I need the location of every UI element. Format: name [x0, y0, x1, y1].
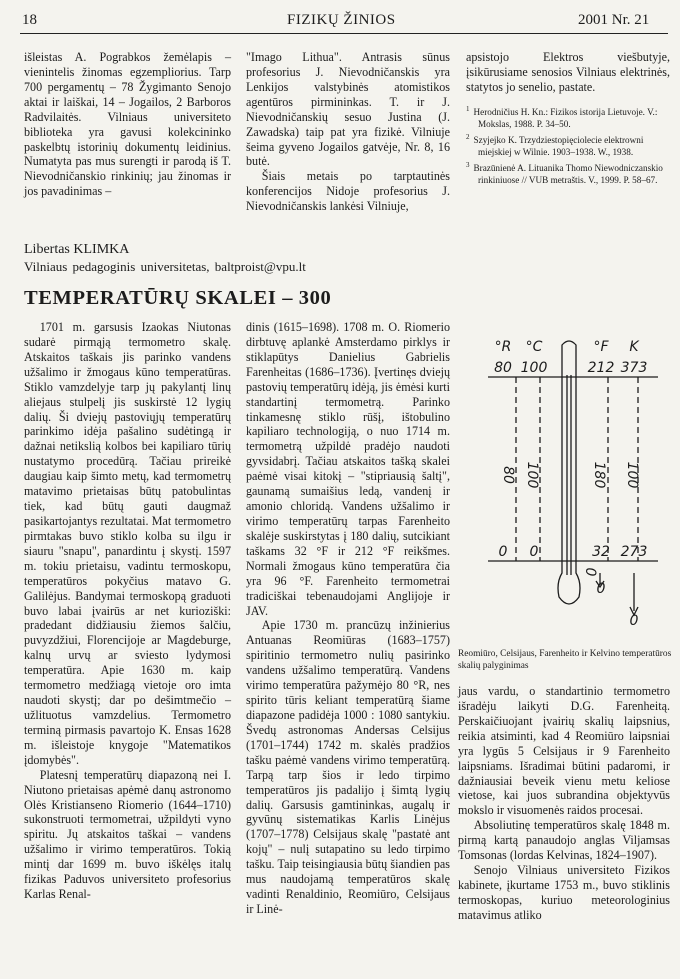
top-column-3 [466, 50, 670, 186]
footnote: $^3$ Brazūnienė A. Lituanika Thomo Niewodniczanskio rinkiniuose // VUB metraštis. V., 1999. P. 58–67. [466, 160, 663, 185]
upper-value: 212 [587, 360, 615, 376]
paragraph: Apie 1730 m. prancūzų inžinierius Antuanas Reomiūras (1683–1757) spiritinio termometro nulių pasirinko vandens užšalimo temperatūrą. Vandens virimo temperatūra pažymėjo 80 °R, nes spirito tūris keliant temperatūrą šiame diapazone padidėja 1000 : 1080 santykiu. Švedų astronomas Andersas Celsijus (1701–1744) 1742 m. skalės pradžios tašku paėmė vandens virimo temperatūrą. Tarpą tarp šios ir ledo tirpimo temperatūros jis padalijo į šimtą lygių dalių. Garsusis gamtininkas, augalų ir gyvūnų sistematikas Karlis Linėjus (1707–1778) Celsijaus skalę "pastatė ant kojų" – nulį sutapatino su ledo tirpimo tašku. Taip teisingiausia būtų šiandien pas mus naudojamą temperatūros skalę vadinti Renaldinio, Reomiūro, Celsijaus ir Linė- [246, 618, 450, 916]
paragraph: Senojo Vilniaus universiteto Fizikos kabinete, įkurtame 1753 m., buvo stiklinis termoskopas, kuriuo meteorologinius matavimus atliko [458, 863, 670, 922]
article-column-3 [458, 684, 670, 923]
scale-unit-label: °F [593, 339, 609, 355]
scale-unit-label: °R [494, 339, 512, 355]
below-value: 0 [596, 581, 606, 597]
running-header [0, 0, 680, 34]
scale-unit-label: K [629, 339, 639, 355]
author-affiliation: Vilniaus pedagoginis universitetas, baltproist@vpu.lt [24, 259, 306, 274]
paragraph: Absoliutinę temperatūros skalę 1848 m. pirmą kartą panaudojo anglas Viljamsas Tomsonas (lordas Kelvinas, 1824–1907). [458, 818, 670, 863]
below-value: 0 [629, 613, 639, 625]
paragraph: "Imago Lithua". Antrasis sūnus profesorius J. Nievodničanskis yra Lenkijos valstybinės atomistikos agentūros pirmininkas. T. ir J. Nievodničanskių sesuo Justina (J. Zawadska) taip pat yra fizikė. Vilniuje šeima gyveno Jogailos gatvėje, Nr. 8, 16 butė. [246, 50, 450, 169]
paragraph: išleistas A. Pograbkos žemėlapis – vienintelis žinomas egzempliorius. Tarp 700 pergamentų – 78 Žygimanto Senojo aktai ir laiškai, 14 – Jogailos, 2 Barboros Radvilaitės. Vilniaus universiteto biblioteka yra gavusi kolekcininko paskelbtų istorinių dokumentų leidinius. Numatyta pas mus surengti ir parodą iš T. Nievodničanskio rinkinių; jau žinomas ir jos pavadinimas – [24, 50, 231, 199]
paragraph: apsistojo Elektros viešbutyje, įsikūrusiame senosios Vilniaus elektrinės, statytos jo senelio, pastate. [466, 50, 670, 94]
lower-value: 32 [592, 544, 610, 560]
paragraph: Platesnį temperatūrų diapazoną nei I. Niutono prietaisas apėmė danų astronomo Olės Kristianseno Riomerio (1644–1710) sukonstruoti termometrai, užpildyti vyno spiritu. Jų atskaitos taškai – vandens užšalimo ir virimo temperatūros. Tokią mintį dar 1699 m. buvo iškėlęs italų fizikas Paduvos universiteto profesorius Karlas Renal- [24, 767, 231, 902]
span-value: 80 [500, 466, 516, 484]
paragraph: dinis (1615–1698). 1708 m. O. Riomerio dirbtuvę aplankė Amsterdamo pirklys ir stiklapūtys Danielius Gabrielis Farenheitas (1686–1736). Įvertinęs dviejų pastovių temperatūrų idėją, jis ėmėsi kurti standartinį termometrą. Parinko tinkamesnę stiklo rūšį, ištobulino kapiliaro technologiją, o nuo 1714 m. termometrą užpildė pradėjo naudoti gyvsidabrį. Tačiau atskaitos tašką skalei paėmė visai kitokį – "stipriausią šaltį", gaunamą sumaišius ledą, vandenį ir amonio chloridą. Vandens užšalimo ir virimo temperatūrų tarpas Farenheito skalėje suskirstytas į 180 dalių, sutcikiant taškams 32 °F ir 212 °F reikšmes. Normali žmogaus kūno temperatūra čia yra 96 °F. Farenheito termometrai tradiciškai tebenaudojami Anglijoje ir JAV. [246, 320, 450, 618]
footnote: $^1$ Herodničius H. Kn.: Fizikos istorija Lietuvoje. V.: Mokslas, 1988. P. 34–50. [466, 104, 658, 130]
thermometer-scales-figure [458, 335, 670, 625]
page-number: 18 [22, 12, 37, 28]
below-value: 0 [582, 567, 598, 577]
figure-caption: Reomiūro, Celsijaus, Farenheito ir Kelvino temperatūros skalių palyginimas [458, 649, 672, 671]
upper-value: 80 [494, 360, 512, 376]
article-title: TEMPERATŪRŲ SKALEI – 300 [24, 287, 332, 309]
lower-value: 0 [498, 544, 508, 560]
upper-value: 100 [520, 360, 548, 376]
article-column-1 [24, 320, 231, 902]
scale-unit-label: °C [525, 339, 543, 355]
author-name: Libertas KLIMKA [24, 242, 130, 257]
span-value: 180 [591, 461, 607, 489]
span-value: 100 [524, 461, 540, 489]
lower-value: 273 [620, 544, 648, 560]
paragraph: 1701 m. garsusis Izaokas Niutonas sudarė pirmąją termometro skalę. Atskaitos taškais jis parinko vandens užšalimo ir žmogaus kūno temperatūras. Stiklo vamzdelyje tarp jų pakylantį linų aliejaus stulpelį jis suskirstė 12 lygių dalių. Ši dviejų pastoviųjų temperatūrų parinkimo idėja pašalino sudėtingą ir dažnai netikslią kolbos bei kapiliaro tūrių nustatymo procedūrą. Tačiau prireikė daugiau kaip šimto metų, kad termometrų matavimo prietaisas būtų patobulintas tiek, kad būtų gauti daugmaž pasikartojantys rezultatai. Mat termometro pirmtakas buvo stiklo kolba su ilgu ir siauru "snapu", panardintu į skystį. 1597 m. tokiu prietaisu, vadintu termoskopu, temperatūros pokyčius matavo G. Galilėjus. Bandymai termoskopą graduoti buvo labai įvairūs ar net kurioziški: pradedant didžiausiu žiemos šalčiu, puvyzdžiui, Florencijoje ar Magdeburge, kalnų urvų ar sviesto lydymosi temperatūra. Apie 1630 m. kaip termometro medžiagą vietoje oro imta naudoti skystį; dar po dešimtmečio – užlituotus vamzdelius. Termometro terminą pirmasis pavartojo K. Ensas 1628 m. išleistoje knygoje "Matematikos įdomybės". [24, 320, 231, 767]
journal-title: FIZIKŲ ŽINIOS [287, 12, 396, 28]
article-column-2 [246, 320, 450, 917]
span-value: 100 [624, 461, 640, 489]
header-rule [20, 33, 668, 34]
paragraph: Šiais metais po tarptautinės konferencijos Nidoje profesorius J. Nievodničanskis lankėsi Vilniuje, [246, 169, 450, 214]
footnote: $^2$ Szyjejko K. Trzydziestopięciolecie elektrowni miejskiej w Wilnie. 1903–1938. W., 1938. [466, 132, 644, 158]
issue-label: 2001 Nr. 21 [578, 12, 650, 28]
lower-value: 0 [529, 544, 539, 560]
paragraph: jaus vardu, o standartinio termometro išradėju laikyti D.G. Farenheitą. Perskaičiuojant įvairių skalių laipsnius, reikia atsiminti, kad 4 Reomiūro laipsniai yra lygūs 5 Celsijaus ir 9 Farenheito laipsniams. Išradimai būtini padaromi, ir dažniausiai beveik vienu metu keliose vietose, kai juos subrandina objektyvūs mokslo ir visuomenės raidos procesai. [458, 684, 670, 818]
top-column-2 [246, 50, 450, 214]
thermometer-diagram [458, 335, 670, 625]
upper-value: 373 [620, 360, 648, 376]
top-column-1 [24, 50, 231, 199]
